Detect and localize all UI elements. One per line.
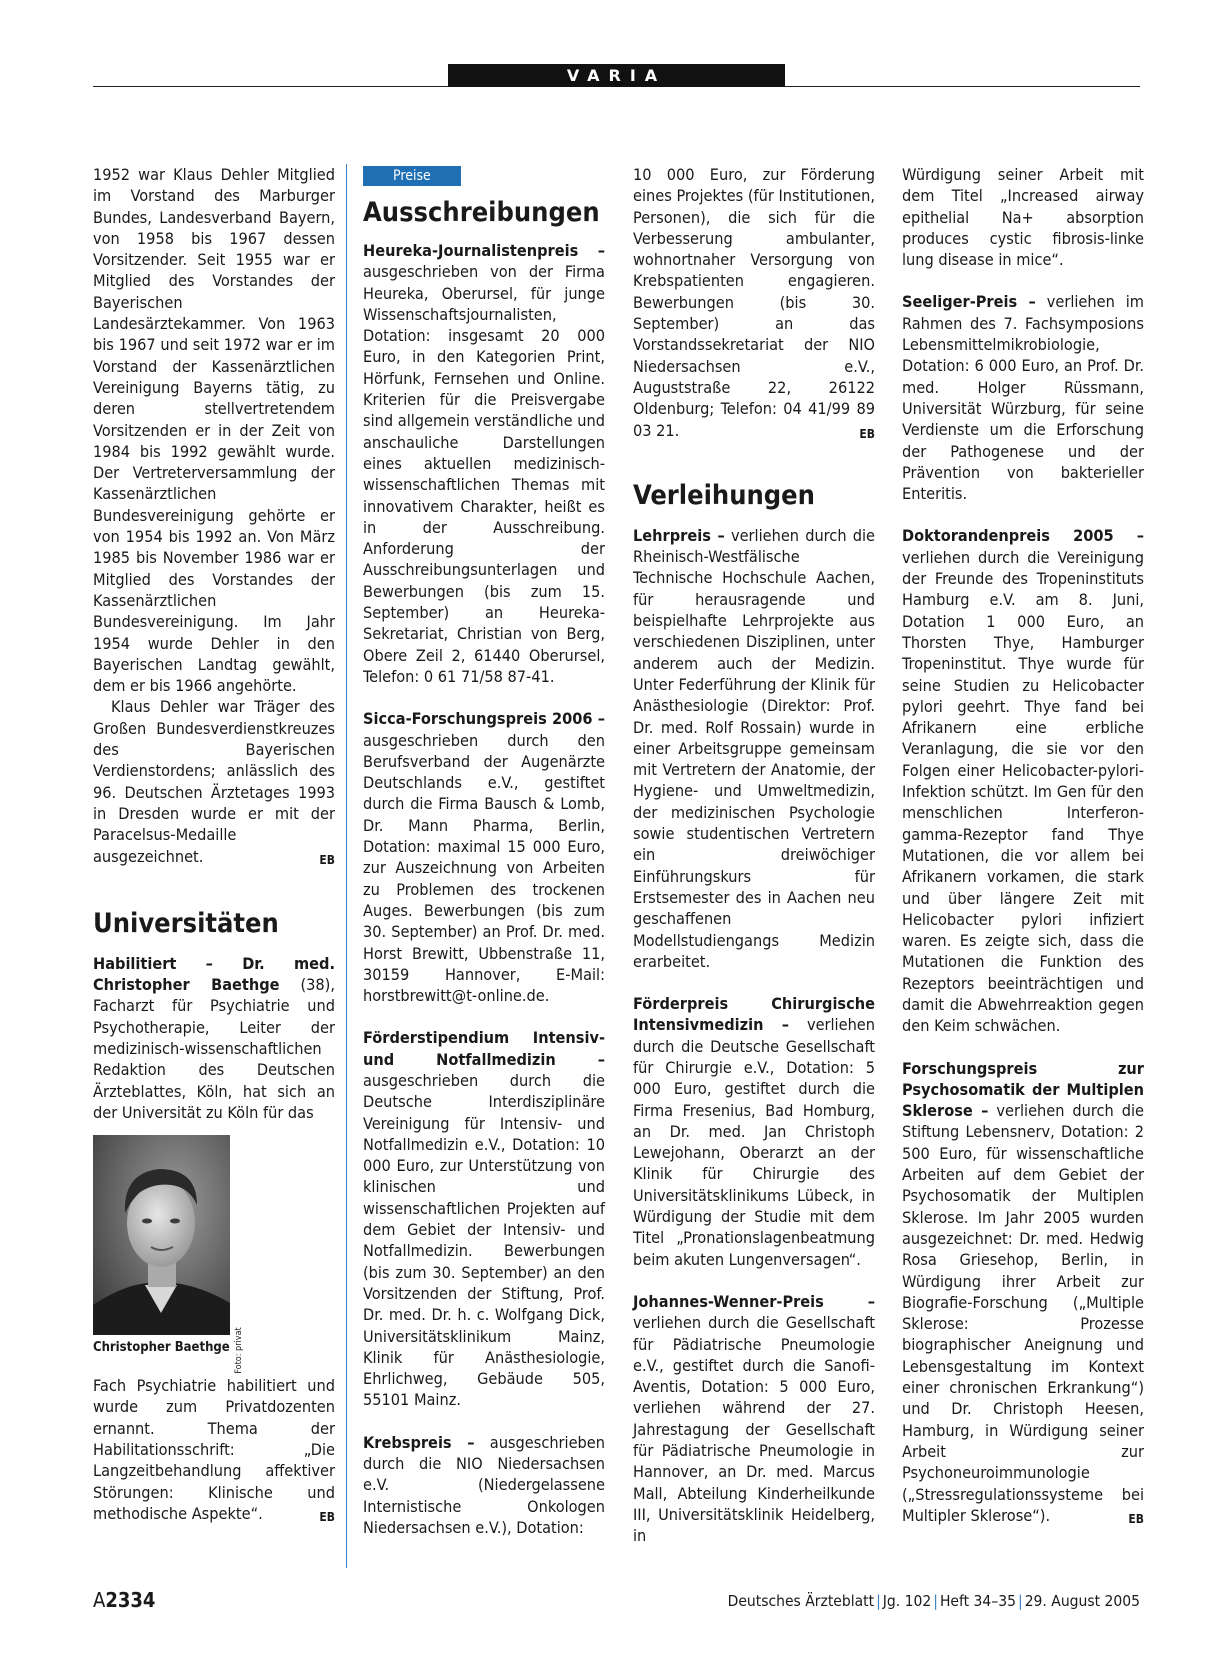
- column-divider: [346, 164, 347, 1568]
- prize-entry: Förderstipendium Intensiv- und Notfallmedizin – ausgeschrieben durch die Deutsche Interdisziplinäre Vereinigung für Intensiv- und Notfallmedizin e.V., Dotation: 10 000 Euro, zur Unterstützung von klinischen und wissenschaftlichen Projekten auf dem Gebiet der Intensiv- und Notfallmedizin. Bewerbungen (bis zum 30. September) an den Vorsitzenden der Stiftung, Prof. Dr. med. Dr. h. c. Wolfgang Dick, Universitätsklinikum Mainz, Klinik für Anästhesiologie, Ehrlichweg, Gebäude 505, 55101 Mainz.: [363, 1028, 605, 1410]
- author-signature: EB: [859, 426, 875, 441]
- author-signature: EB: [1128, 1511, 1144, 1526]
- column-4: [902, 164, 1144, 1530]
- wenner-continuation: Würdigung seiner Arbeit mit dem Titel „Increased airway epithelial Na+ absorption produces cystic fibrosis-linke lung disease in mice“.: [902, 165, 1144, 270]
- award-entry: Forschungspreis zur Psychosomatik der Multiplen Sklerose – verliehen durch die Stiftung Lebensnerv, Dotation: 2 500 Euro, für wissenschaftliche Arbeiten auf dem Gebiet der Psychosomatik der Multiplen Sklerose. Im Jahr 2005 wurden ausgezeichnet: Dr. med. Hedwig Rosa Griesehop, Berlin, in Würdigung ihrer Arbeit zur Biografie-Forschung („Multiple Sklerose: Prozesse biographischer Aneignung und Lebensgestaltung im Kontext einer chronischen Erkrankung“) und Dr. Christoph Heesen, Hamburg, in Würdigung seiner Arbeit zur Psychoneuroimmunologie („Stressregulationssysteme bei Multipler Sklerose“). EB: [902, 1058, 1144, 1527]
- award-entry: Johannes-Wenner-Preis – verliehen durch die Gesellschaft für Pädiatrische Pneumologie e.V., gestiftet durch die Sanofi-Aventis, Dotation: 5 000 Euro, verliehen während der 27. Jahrestagung der Gesellschaft für Pädiatrische Pneumologie in Hannover, an Dr. med. Marcus Mall, Abteilung Kinderheilkunde III, Universitätsklinik Heidelberg, in: [633, 1291, 875, 1546]
- author-signature: EB: [319, 852, 335, 867]
- dehler-paragraph-1: 1952 war Klaus Dehler Mitglied im Vorstand des Marburger Bundes, Landesverband Bayern, von 1958 bis 1967 dessen Vorsitzender. Seit 1955 war er Mitglied des Vorstandes der Bayerischen Landesärztekammer. Von 1963 bis 1967 und seit 1972 war er im Vorstand der Kassenärztlichen Vereinigung Bayerns tätig, zu deren stellvertretendem Vorsitzenden er in der Zeit von 1984 bis 1992 gewählt wurde. Der Vertreterversammlung der Kassenärztlichen Bundesvereinigung gehörte er von 1954 bis 1992 an. Von März 1985 bis November 1986 war er Mitglied des Vorstandes der Kassenärztlichen Bundesvereinigung. Im Jahr 1954 wurde Dehler in den Bayerischen Landtag gewählt, dem er bis 1966 angehörte.: [93, 165, 335, 696]
- journal-volume: Jg. 102: [882, 1592, 932, 1610]
- prize-entry: Sicca-Forschungspreis 2006 – ausgeschrieben durch den Berufsverband der Augenärzte Deutschlands e.V., gestiftet durch die Firma Bausch & Lomb, Dr. Mann Pharma, Berlin, Dotation: maximal 15 000 Euro, zur Auszeichnung von Arbeiten zu Problemen des trockenen Auges. Bewerbungen (bis zum 30. September) an Prof. Dr. med. Horst Brewitt, Ubbenstraße 11, 30159 Hannover, E-Mail: horstbrewitt@t-online.de.: [363, 709, 605, 1006]
- journal-issue: Heft 34–35: [939, 1592, 1016, 1610]
- prize-entry: Krebspreis – ausgeschrieben durch die NIO Niedersachsen e.V. (Niedergelassene Internistische Onkologen Niedersachsen e.V.), Dotation:: [363, 1432, 605, 1537]
- habilitation-paragraph: Habilitiert – Dr. med. Christopher Baethge (38), Facharzt für Psychiatrie und Psychotherapie, Leiter der medizinisch-wissenschaftlichen Redaktion des Deutschen Ärzteblattes, Köln, hat sich an der Universität zu Köln für das: [93, 953, 335, 1122]
- habilitation-title: Habilitiert – Dr. med. Christopher Baethge: [93, 953, 335, 995]
- award-entry: Seeliger-Preis – verliehen im Rahmen des 7. Fachsymposions Lebensmittelmikrobiologie, Dotation: 6 000 Euro, an Prof. Dr. med. Holger Rüssmann, Universität Würzburg, für seine Verdienste um die Erforschung der Pathogenese und der Prävention von bakterieller Enteritis.: [902, 292, 1144, 504]
- award-entry: Lehrpreis – verliehen durch die Rheinisch-Westfälische Technische Hochschule Aachen, für herausragende und beispielhafte Lehrprojekte aus verschiedenen Disziplinen, unter anderem auch der Medizin. Unter Federführung der Klinik für Anästhesiologie (Direktor: Prof. Dr. med. Rolf Rossain) wurde in einer Arbeitsgruppe gemeinsam mit Vertretern der Anatomie, der Hygiene- und Umweltmedizin, der medizinischen Psychologie sowie studentischen Vertretern ein dreiwöchiger Einführungskurs für Erstsemester des in Aachen neu geschaffenen Modellstudiengangs Medizin erarbeitet.: [633, 525, 875, 971]
- journal-date: 29. August 2005: [1024, 1592, 1140, 1610]
- column-3: [633, 164, 875, 1547]
- heading-universitaeten: Universitäten: [93, 907, 279, 939]
- dehler-paragraph-2: Klaus Dehler war Träger des Großen Bundesverdienstkreuzes des Bayerischen Verdienstordens; anlässlich des 96. Deutschen Ärztetages 1993 in Dresden wurde er mit der Paracelsus-Medaille ausgezeichnet. EB: [93, 696, 335, 866]
- rubric-badge: Preise: [363, 166, 461, 186]
- krebspreis-continuation: 10 000 Euro, zur Förderung eines Projektes (für Institutionen, Personen), die sich für die Verbesserung ambulanter, wohnortnaher Versorgung von Krebspatienten engagieren. Bewerbungen (bis 30. September) an das Vorstandssekretariat der NIO Niedersachsen e.V., Auguststraße 22, 26122 Oldenburg; Telefon: 04 41/99 89 03 21. EB: [633, 164, 875, 441]
- prize-entry: Heureka-Journalistenpreis – ausgeschrieben von der Firma Heureka, Oberursel, für junge Wissenschaftsjournalisten, Dotation: insgesamt 20 000 Euro, in den Kategorien Print, Hörfunk, Fernsehen und Online. Kriterien für die Preisvergabe sind allgemein verständliche und anschauliche Darstellungen eines aktuellen medizinisch-wissenschaftlichen Themas mit innovativem Charakter, heißt es in der Ausschreibung. Anforderung der Ausschreibungsunterlagen und Bewerbungen (bis zum 15. September) an Heureka-Sekretariat, Christian von Berg, Obere Zeil 2, 61440 Oberursel, Telefon: 0 61 71/58 87-41.: [363, 241, 605, 686]
- heading-verleihungen: Verleihungen: [633, 479, 815, 511]
- award-entry: Förderpreis Chirurgische Intensivmedizin – verliehen durch die Deutsche Gesellschaft für Chirurgie e.V., Dotation: 5 000 Euro, gestiftet durch die Firma Fresenius, Bad Homburg, an Dr. med. Jan Christoph Lewejohann, Oberarzt an der Klinik für Chirurgie des Universitätsklinikums Lübeck, in Würdigung der Studie mit dem Titel „Pronationslagenbeatmung beim akuten Lungenversagen“.: [633, 994, 875, 1269]
- journal-footer: Deutsches Ärzteblatt | Jg. 102 | Heft 34–35 | 29. August 2005: [727, 1592, 1140, 1610]
- author-signature: EB: [319, 1509, 335, 1524]
- section-label: VARIA: [448, 64, 785, 87]
- award-entry: Doktorandenpreis 2005 – verliehen durch die Vereinigung der Freunde des Tropeninstituts Hamburg e.V. am 8. Juni, Dotation 1 000 Euro, an Thorsten Thye, Hamburger Tropeninstitut. Thye wurde für seine Studien zu Helicobacter pylori geehrt. Thye fand bei Afrikanern eine erbliche Veranlagung, die sie vor den Folgen einer Helicobacter-pylori-Infektion schützt. Im Gen für den menschlichen Interferon-gamma-Rezeptor fand Thye Mutationen, die vor allem bei Afrikanern vorkamen, die stark und über längere Zeit mit Helicobacter pylori infiziert waren. Es zeigte sich, dass die Mutationen die Funktion des Rezeptors beeinträchtigen und damit die Abwehrreaktion gegen den Keim schwächen.: [902, 526, 1144, 1036]
- habilitation-paragraph-cont: Fach Psychiatrie habilitiert und wurde zum Privatdozenten ernannt. Thema der Habilitationsschrift: „Die Langzeitbehandlung affektiver Störungen: Klinische und methodische Aspekte“. EB: [93, 1375, 335, 1524]
- portrait-image: [93, 1135, 230, 1335]
- journal-name: Deutsches Ärzteblatt: [727, 1592, 875, 1610]
- page-number: A2334: [93, 1588, 156, 1612]
- photo-caption: Christopher Baethge: [93, 1340, 230, 1356]
- portrait-figure: [93, 1135, 335, 1374]
- photo-credit: Foto: privat: [233, 1327, 244, 1374]
- column-2: [363, 164, 605, 1538]
- column-1: [93, 164, 335, 1528]
- heading-ausschreibungen: Ausschreibungen: [363, 197, 600, 228]
